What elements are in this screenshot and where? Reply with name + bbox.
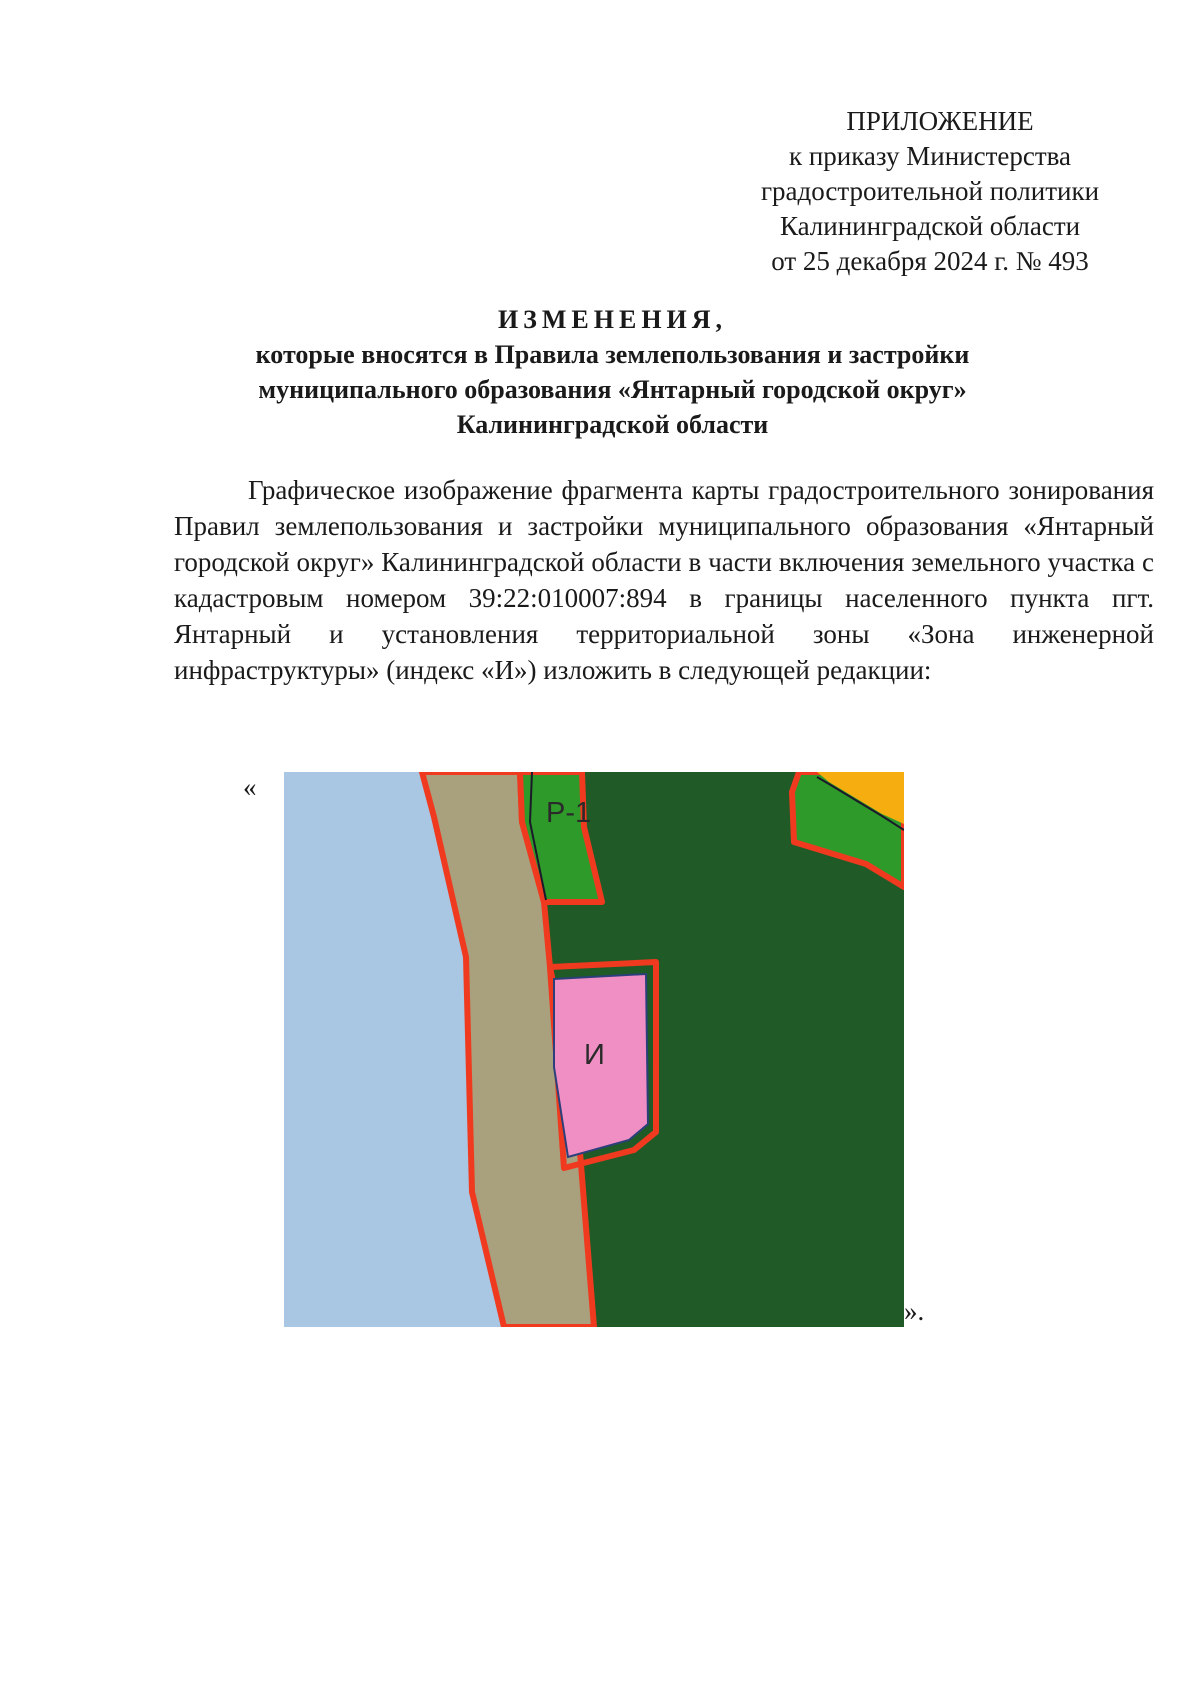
zoning-map-svg [284,772,904,1327]
zone-label-recreation: Р-1 [546,797,592,829]
title-heading: ИЗМЕНЕНИЯ, [497,305,728,334]
appendix-ministry: градостроительной политики [760,176,1100,206]
appendix-region: Калининградской области [779,211,1081,241]
zoning-map [284,772,904,1327]
quote-close: ». [904,1296,925,1326]
zone-label-infrastructure: И [584,1039,605,1071]
appendix-date-number: от 25 декабря 2024 г. № 493 [771,246,1089,276]
title-line-3: Калининградской области [456,410,769,439]
appendix-order-ref: к приказу Министерства [788,141,1072,171]
appendix-header [730,104,1130,279]
document-title [160,302,1065,442]
quote-open: « [243,772,257,802]
body-paragraph: Графическое изображение фрагмента карты градостроительного зонирования Правил землепользования и застройки муниципального образования «Янтарный городской округ» Калининградской области в части включения земельного участка с кадастровым номером 39:22:010007:894 в границы населенного пункта пгт. Янтарный и установления территориальной зоны «Зона инженерной инфраструктуры» (индекс «И») изложить в следующей редакции: [174,475,1154,685]
title-line-1: которые вносятся в Правила землепользования и застройки [255,340,970,369]
title-line-2: муниципального образования «Янтарный городской округ» [258,375,967,404]
appendix-title: ПРИЛОЖЕНИЕ [846,106,1034,136]
